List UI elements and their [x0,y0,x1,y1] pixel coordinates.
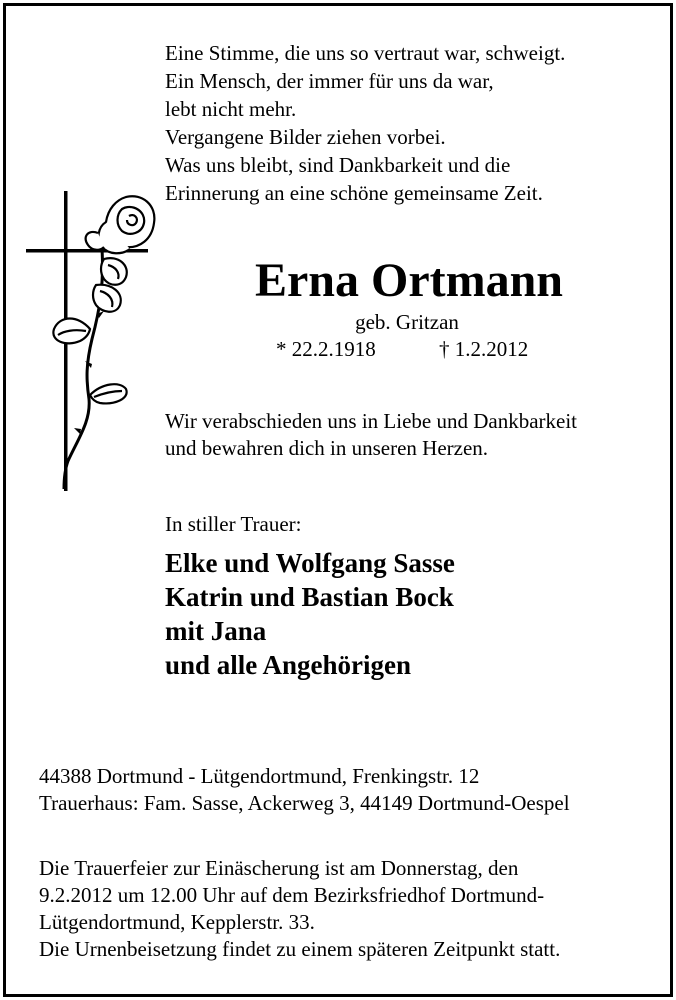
poem [165,39,565,207]
ceremony-line: Die Trauerfeier zur Einäscherung ist am Donnerstag, den [39,856,519,880]
ceremony-line: Lütgendortmund, Kepplerstr. 33. [39,910,315,934]
poem-line: Vergangene Bilder ziehen vorbei. [165,125,446,149]
farewell-line: und bewahren dich in unseren Herzen. [165,436,489,460]
farewell-text [165,408,577,462]
mourning-intro: In stiller Trauer: [165,512,302,536]
poem-line: Erinnerung an eine schöne gemeinsame Zeit. [165,181,543,205]
death-date: † 1.2.2012 [439,337,529,361]
birth-name: geb. Gritzan [355,310,459,334]
deceased-name: Erna Ortmann [254,254,563,307]
address-line: 44388 Dortmund - Lütgendortmund, Frenkingstr. 12 [39,764,480,788]
cross-with-rose-icon [26,189,166,494]
mourner-name: Elke und Wolfgang Sasse [165,548,455,578]
poem-line: lebt nicht mehr. [165,97,297,121]
ceremony-line: 9.2.2012 um 12.00 Uhr auf dem Bezirksfriedhof Dortmund- [39,883,545,907]
farewell-line: Wir verabschieden uns in Liebe und Dankbarkeit [165,409,578,433]
obituary-frame [3,3,673,997]
poem-line: Ein Mensch, der immer für uns da war, [165,69,494,93]
mourners-list [165,546,455,682]
birth-date: * 22.2.1918 [276,337,376,361]
poem-line: Was uns bleibt, sind Dankbarkeit und die [165,153,511,177]
mourner-name: Katrin und Bastian Bock [165,582,454,612]
ceremony-line: Die Urnenbeisetzung findet zu einem späteren Zeitpunkt statt. [39,937,561,961]
address-line: Trauerhaus: Fam. Sasse, Ackerweg 3, 44149 Dortmund-Oespel [39,791,570,815]
address-block [39,763,570,817]
mourner-name: mit Jana [165,616,267,646]
poem-line: Eine Stimme, die uns so vertraut war, schweigt. [165,41,566,65]
mourner-name: und alle Angehörigen [165,650,412,680]
ceremony-notice [39,855,560,963]
